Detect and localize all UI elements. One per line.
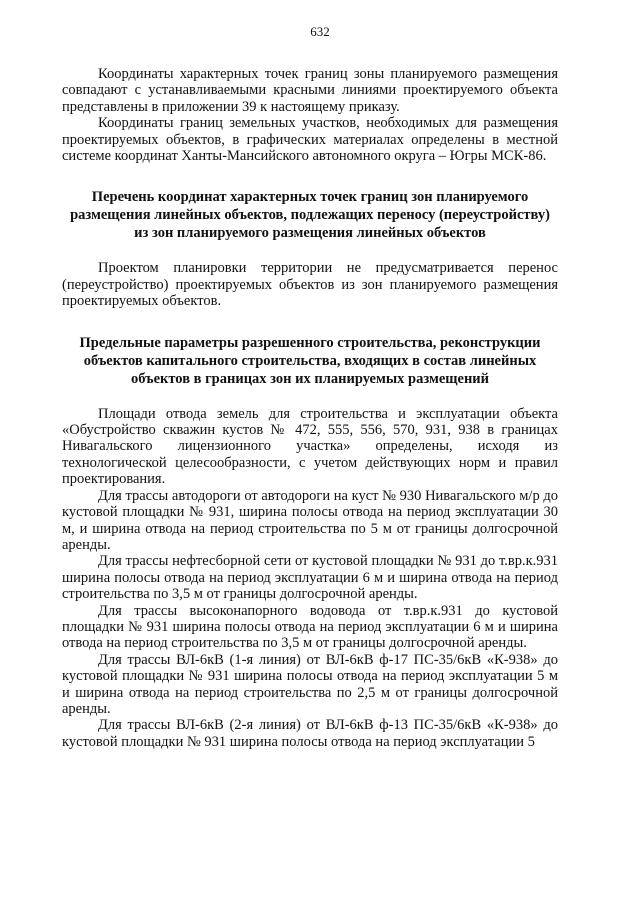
intro-paragraph-1: Координаты характерных точек границ зоны планируемого размещения совпадают с устанавливаемыми красными линиями проектируемого объекта представлены в приложении 39 к настоящему приказу. <box>62 66 558 115</box>
page-number: 632 <box>310 24 330 39</box>
params-paragraph-1: Площади отвода земель для строительства и эксплуатации объекта «Обустройство скважин кустов № 472, 555, 556, 570, 931, 938 в границах Нивагальского лицензионного участка» определены, исходя из технологической целесообразности, с учетом действующих норм и правил проектирования. <box>62 405 558 488</box>
section-heading-transfer: Перечень координат характерных точек границ зон планируемого размещения линейных объектов, подлежащих переносу (переустройству) из зон планируемого размещения линейных объектов <box>70 189 550 242</box>
section-heading-parameters: Предельные параметры разрешенного строительства, реконструкции объектов капитального строительства, входящих в состав линейных объектов в границах зон их планируемых размещений <box>79 334 541 387</box>
params-paragraph-4: Для трассы высоконапорного водовода от т.вр.к.931 до кустовой площадки № 931 ширина полосы отвода на период эксплуатации 6 м и ширина отвода на период строительства по 3,5 м от границы долгосрочной аренды. <box>62 602 558 652</box>
params-paragraph-6: Для трассы ВЛ-6кВ (2-я линия) от ВЛ-6кВ ф-13 ПС-35/6кВ «К-938» до кустовой площадки № 931 ширина полосы отвода на период эксплуатации 5 <box>62 717 558 750</box>
transfer-paragraph: Проектом планировки территории не предусматривается перенос (переустройство) проектируемых объектов из зон планируемого размещения проектируемых объектов. <box>62 260 558 310</box>
params-paragraph-2: Для трассы автодороги от автодороги на куст № 930 Нивагальского м/р до кустовой площадки № 931, ширина полосы отвода на период эксплуатации 30 м, и ширина отвода на период строительства по 5 м от границы долгосрочной аренды. <box>62 487 558 553</box>
document-body <box>62 66 558 750</box>
intro-paragraph-2: Координаты границ земельных участков, необходимых для размещения проектируемых объектов, в графических материалах определены в местной системе координат Ханты-Мансийского автономного округа – Югры МСК-86. <box>62 115 558 165</box>
params-paragraph-5: Для трассы ВЛ-6кВ (1-я линия) от ВЛ-6кВ ф-17 ПС-35/6кВ «К-938» до кустовой площадки № 931 ширина полосы отвода на период эксплуатации 5 м и ширина отвода на период строительства по 2,5 м от границы долгосрочной аренды. <box>62 651 558 717</box>
params-paragraph-3: Для трассы нефтесборной сети от кустовой площадки № 931 до т.вр.к.931 ширина полосы отвода на период эксплуатации 6 м и ширина отвода на период строительства по 3,5 м от границы долгосрочной аренды. <box>62 553 558 603</box>
